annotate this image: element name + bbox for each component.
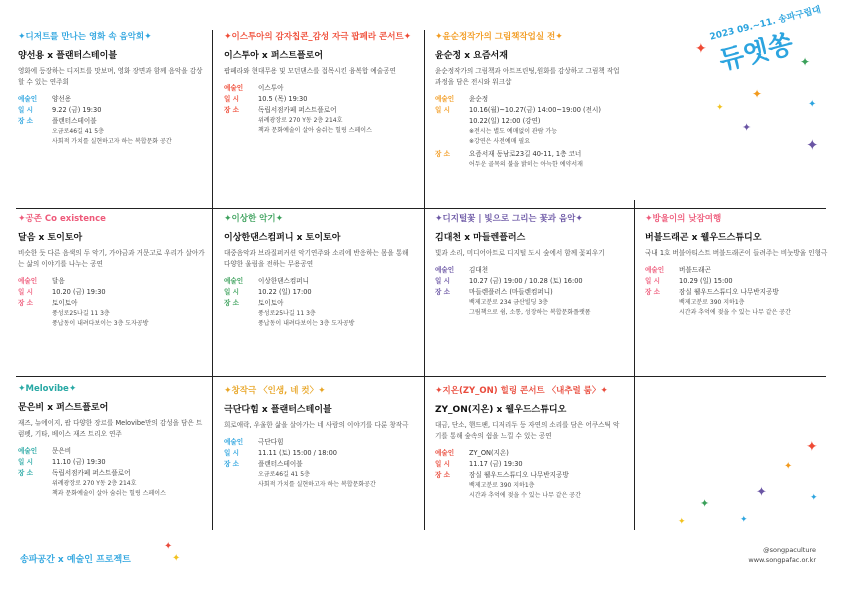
label-artist: 예술인: [18, 277, 38, 285]
program-info: [18, 446, 208, 479]
label-venue: 장 소: [435, 288, 451, 296]
sparkle-icon: ✦: [806, 439, 818, 455]
sparkle-icon: ✦: [752, 87, 763, 101]
sparkle-icon: ✦: [810, 493, 818, 503]
venue-description: 어두운 골목의 불을 밝히는 아늑한 예약서재: [469, 161, 583, 168]
program-info: [18, 276, 208, 309]
value-date: 10.29 (일) 15:00: [679, 277, 733, 285]
program-info: [435, 149, 625, 160]
program-desc: 빛과 소리, 미디어아트로 디지털 도시 숲에서 함께 꽃피우기: [435, 249, 605, 257]
sparkle-icon: ✦: [144, 32, 152, 42]
venue-description: 그림책으로 쉼, 소통, 성장하는 복합문화플랫폼: [469, 308, 591, 316]
program-desc: 비슷한 듯 다른 음색의 두 악기, 가야금과 거문고로 우리가 살아가는 삶의 이야기를 나누는 공연: [18, 249, 205, 268]
program-org: 달음 x 토이토아: [18, 233, 83, 243]
label-date: 일 시: [18, 106, 34, 114]
program-desc: 윤순정작가의 그림책과 아트프린팅,원화를 감상하고 그림책 작업 과정을 담은 전시와 워크샵: [435, 67, 620, 86]
program-title-row: [224, 384, 414, 396]
footer-contact: [748, 545, 816, 565]
venue-address: 백제고분로 390 지하1층: [469, 482, 535, 489]
venue-description: 시간과 추억에 젖을 수 있는 나무 같은 공간: [469, 491, 581, 499]
sparkle-icon: ✦: [435, 386, 443, 396]
program-org: 문은비 x 퍼스트플로어: [18, 403, 109, 413]
value-venue: 독립서점카페 퍼스트플로어: [52, 469, 131, 477]
sparkle-icon: ✦: [800, 55, 811, 69]
venue-address: 백제고분로 390 지하1층: [679, 299, 745, 306]
program-org: ZY_ON(지온) x 웰우드스튜디오: [435, 405, 567, 415]
venue-description: 사회적 가치를 실현하고자 하는 복합문화 공간: [52, 137, 172, 145]
label-venue: 장 소: [224, 460, 240, 468]
program-info: [224, 437, 414, 470]
label-venue: 장 소: [224, 106, 240, 114]
sparkle-icon: ✦: [740, 515, 748, 525]
label-artist: 예술인: [224, 277, 244, 285]
website-link[interactable]: www.songpafac.or.kr: [748, 556, 816, 564]
footer-project-title: 송파공간 x 예술인 프로젝트: [20, 555, 131, 565]
label-date: 일 시: [18, 288, 34, 296]
label-venue: 장 소: [435, 150, 451, 158]
program-desc: 국내 1호 버블아티스트 버블드래곤이 들려주는 비눗방울 인형극: [645, 249, 828, 257]
label-date: 일 시: [224, 449, 240, 457]
sparkle-icon: ✦: [808, 99, 817, 110]
sparkle-icon: ✦: [275, 214, 284, 224]
program-title: 이스투아의 감자칩콘_감성 자극 팝페라 콘서트: [231, 32, 404, 42]
value-artist: ZY_ON(지온): [469, 449, 509, 457]
program-org: 이스투아 x 퍼스트플로어: [224, 51, 324, 61]
sparkle-icon: ✦: [18, 32, 26, 42]
grid-line: [424, 30, 425, 530]
label-artist: 예술인: [18, 447, 38, 455]
program-title: 창작극 〈인생, 네 컷〉: [231, 386, 319, 396]
sparkle-icon: ✦: [716, 103, 724, 113]
sparkle-icon: ✦: [224, 386, 232, 396]
sparkle-icon: ✦: [172, 553, 181, 564]
grid-line: [16, 376, 826, 377]
venue-description: 풍납동이 내려다보이는 3층 도자공방: [52, 319, 149, 327]
value-date-2: 10.22(일) 12:00 (강연): [469, 117, 541, 125]
label-date: 일 시: [435, 277, 451, 285]
program-card: [435, 30, 625, 170]
sparkle-icon: ✦: [224, 32, 232, 42]
value-date: 10.20 (금) 19:30: [52, 288, 106, 296]
value-date: 9.22 (금) 19:30: [52, 106, 102, 114]
value-date: 10.27 (금) 19:00 / 10.28 (토) 16:00: [469, 277, 583, 285]
label-venue: 장 소: [18, 469, 34, 477]
label-artist: 예술인: [18, 95, 38, 103]
brand-year: 2023 09.~11. 송파구립대: [708, 5, 823, 43]
label-date: 일 시: [435, 460, 451, 468]
program-title: 지온(ZY_ON) 힐링 콘서트 〈내추럴 룸〉: [442, 386, 601, 396]
label-venue: 장 소: [645, 288, 661, 296]
program-org: 양선용 x 플랜터스테이블: [18, 51, 118, 61]
program-card: [18, 212, 208, 328]
label-artist: 예술인: [435, 95, 455, 103]
label-artist: 예술인: [435, 449, 455, 457]
venue-description: 풍납동이 내려다보이는 3층 도자공방: [258, 319, 355, 327]
value-date: 10.22 (일) 17:00: [258, 288, 312, 296]
program-title: 공존 Co existence: [25, 214, 106, 224]
label-date: 일 시: [224, 288, 240, 296]
program-title: Melovibe: [25, 384, 69, 394]
sparkle-icon: ✦: [695, 41, 707, 57]
sparkle-icon: ✦: [555, 32, 563, 42]
program-org: 김대천 x 마들렌플러스: [435, 233, 526, 243]
sparkle-icon: ✦: [645, 214, 653, 224]
program-info: [435, 94, 625, 127]
sparkle-icon: ✦: [575, 214, 583, 224]
program-title-row: [645, 212, 835, 224]
venue-address: 오금로46길 41 5층: [258, 471, 310, 478]
program-card: [224, 212, 414, 328]
value-artist: 양선용: [52, 95, 72, 103]
label-date-2: [435, 116, 469, 127]
value-venue: 잠실 웰우드스튜디오 나무반지공방: [679, 288, 779, 296]
program-title-row: [435, 212, 625, 224]
value-date: 11.11 (토) 15:00 / 18:00: [258, 449, 338, 457]
program-title-row: [435, 384, 625, 396]
sparkle-icon: ✦: [435, 32, 443, 42]
venue-description: 사회적 가치를 실현하고자 하는 복합문화공간: [258, 480, 376, 488]
program-title: 디저트를 만나는 영화 속 음악회: [25, 32, 145, 42]
venue-address: 위례광장로 270 Y동 2층 214호: [258, 117, 343, 124]
program-info: [224, 276, 414, 309]
program-desc: 희로애락, 우울한 삶을 살아가는 네 사람의 이야기를 다룬 창작극: [224, 421, 409, 429]
label-venue: 장 소: [224, 299, 240, 307]
program-card: [224, 30, 414, 135]
value-venue: 플랜터스테이블: [258, 460, 303, 468]
value-date: 11.17 (금) 19:30: [469, 460, 523, 468]
sparkle-icon: ✦: [164, 541, 173, 552]
venue-address: 위례광장로 270 Y동 2층 214호: [52, 480, 137, 487]
value-artist: 극단다힘: [258, 438, 284, 446]
program-info: [224, 83, 414, 116]
label-venue: 장 소: [435, 471, 451, 479]
label-artist: 예술인: [645, 266, 665, 274]
value-artist: 윤순정: [469, 95, 489, 103]
program-title-row: [18, 384, 208, 394]
program-card: [18, 384, 208, 498]
venue-address: 오금로46길 41 5층: [52, 128, 104, 135]
program-desc: 영화에 등장하는 디저트를 맛보며, 영화 장면과 함께 음악을 감상할 수 있는 연주회: [18, 67, 203, 86]
sparkle-icon: ✦: [806, 136, 819, 154]
program-desc: 재즈, 뉴에이지, 팝 다양한 장르를 Melovibe만의 감성을 담은 트럼펫, 기타, 베이스 재즈 트리오 연주: [18, 419, 203, 438]
program-card: [645, 212, 835, 317]
value-date: 10.16(월)~10.27(금) 14:00~19:00 (전시): [469, 106, 601, 114]
sparkle-icon: ✦: [18, 214, 26, 224]
instagram-handle[interactable]: @songpaculture: [763, 546, 816, 554]
label-venue: 장 소: [18, 299, 34, 307]
venue-description: 시간과 추억에 젖을 수 있는 나무 같은 공간: [679, 308, 791, 316]
program-info: [435, 265, 625, 298]
program-card: [435, 212, 625, 317]
venue-description: 책과 문화예술이 살아 숨쉬는 힐링 스페이스: [52, 489, 166, 497]
value-venue: 마들렌플러스 (마들렌컴퍼니): [469, 288, 553, 296]
sparkle-icon: ✦: [756, 485, 767, 500]
program-title: 윤순정작가의 그림책작업실 전: [442, 32, 556, 42]
label-artist: 예술인: [224, 84, 244, 92]
program-title: 이상한 악기: [231, 214, 276, 224]
label-date: 일 시: [435, 106, 451, 114]
program-note: ※강연은 사전예매 필요: [469, 137, 531, 145]
program-org: 극단다힘 x 플랜터스테이블: [224, 405, 332, 415]
program-desc: 팝페라와 현대무용 및 모던댄스를 접목시킨 융복합 예술공연: [224, 67, 396, 75]
program-card: [435, 384, 625, 500]
value-venue: 요즘서재 동남로23길 40-11, 1층 코너: [469, 150, 582, 158]
sparkle-icon: ✦: [224, 214, 232, 224]
program-desc: 대중음악과 브라질퍼커션 악기연주와 소리에 반응하는 몸을 통해 다양한 울림을 전하는 무용공연: [224, 249, 409, 268]
value-artist: 김대천: [469, 266, 489, 274]
program-info: [435, 448, 625, 481]
venue-address: 풍성로25나길 11 3층: [52, 310, 110, 317]
program-title-row: [18, 212, 208, 224]
sparkle-icon: ✦: [318, 386, 326, 396]
label-artist: 예술인: [435, 266, 455, 274]
value-venue: 플랜터스테이블: [52, 117, 97, 125]
program-note: ※전시는 별도 예매없이 관람 가능: [469, 128, 558, 135]
label-venue: 장 소: [18, 117, 34, 125]
value-venue: 독립서점카페 퍼스트플로어: [258, 106, 337, 114]
label-date: 일 시: [645, 277, 661, 285]
value-venue: 토이토아: [52, 299, 78, 307]
value-artist: 달음: [52, 277, 65, 285]
program-info: [18, 94, 208, 127]
value-venue: 잠실 웰우드스튜디오 나무반지공방: [469, 471, 569, 479]
label-date: 일 시: [224, 95, 240, 103]
value-artist: 버블드래곤: [679, 266, 711, 274]
program-title: 방울이의 낮잠여행: [652, 214, 722, 224]
brand-logo-text: 듀엣쏭: [716, 29, 797, 77]
program-title: 디지털꽃 | 빛으로 그리는 꽃과 음악: [442, 214, 576, 224]
program-desc: 대금, 단소, 핸드팬, 디저리두 등 자연의 소리를 담은 어쿠스틱 악기를 통해 숲속의 쉼을 느낄 수 있는 공연: [435, 421, 620, 440]
grid-line: [634, 200, 635, 530]
grid-line: [16, 208, 826, 209]
program-card: [18, 30, 208, 146]
program-card: [224, 384, 414, 489]
value-date: 10.5 (목) 19:30: [258, 95, 308, 103]
sparkle-icon: ✦: [784, 461, 793, 472]
program-title-row: [435, 30, 625, 42]
sparkle-icon: ✦: [403, 32, 412, 42]
program-org: 버블드래곤 x 웰우드스튜디오: [645, 233, 762, 243]
label-date: 일 시: [18, 458, 34, 466]
sparkle-icon: ✦: [435, 214, 443, 224]
value-venue: 토이토아: [258, 299, 284, 307]
sparkle-icon: ✦: [742, 121, 752, 134]
venue-address: 백제고분로 234 금산빌딩 3층: [469, 299, 548, 306]
program-org: 윤순정 x 요즘서재: [435, 51, 508, 61]
program-info: [645, 265, 835, 298]
value-artist: 이스투아: [258, 84, 284, 92]
venue-description: 책과 문화예술이 살아 숨쉬는 힐링 스페이스: [258, 126, 372, 134]
sparkle-icon: ✦: [18, 384, 26, 394]
value-artist: 문은비: [52, 447, 72, 455]
venue-address: 풍성로25나길 11 3층: [258, 310, 316, 317]
program-title-row: [224, 30, 414, 42]
grid-line: [212, 30, 213, 530]
value-artist: 이상한댄스컴퍼니: [258, 277, 309, 285]
sparkle-icon: ✦: [678, 517, 686, 527]
program-org: 이상한댄스컴퍼니 x 토이토아: [224, 233, 341, 243]
program-title-row: [224, 212, 414, 224]
value-date: 11.10 (금) 19:30: [52, 458, 106, 466]
program-title-row: [18, 30, 208, 42]
sparkle-icon: ✦: [700, 497, 710, 510]
sparkle-icon: ✦: [600, 386, 608, 396]
sparkle-icon: ✦: [68, 384, 77, 394]
label-artist: 예술인: [224, 438, 244, 446]
